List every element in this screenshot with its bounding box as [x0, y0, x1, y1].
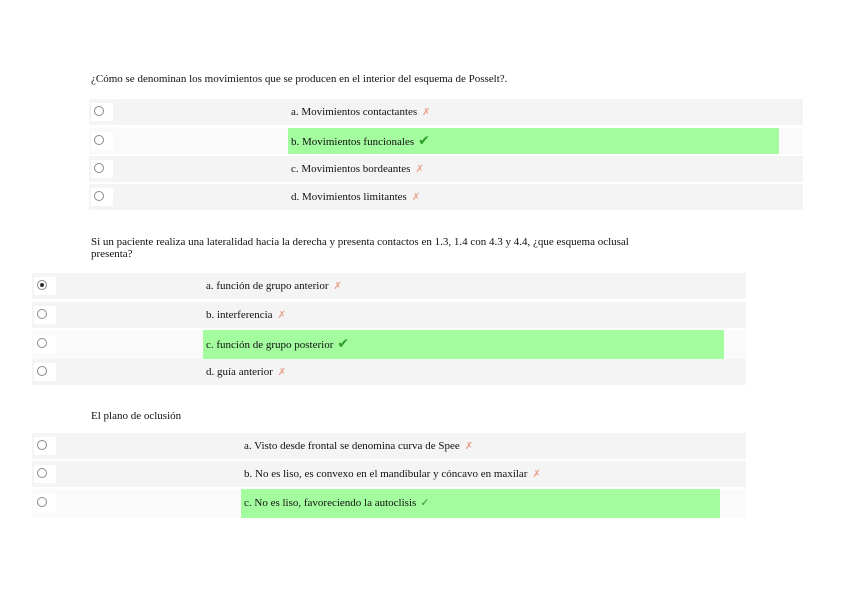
incorrect-icon: ✗	[333, 281, 342, 292]
q1-option-d[interactable]	[89, 184, 803, 210]
incorrect-icon: ✗	[277, 367, 287, 378]
q1-option-a-label: a. Movimientos contactantes	[291, 106, 418, 118]
q1-option-b-label: b. Movimientos funcionales	[291, 136, 415, 148]
q2-option-c[interactable]	[32, 330, 746, 359]
question-1-text: ¿Cómo se denominan los movimientos que se producen en el interior del esquema de Posselt?.	[91, 73, 508, 85]
q1-radio-b[interactable]	[94, 135, 104, 145]
q1-option-c[interactable]	[89, 156, 803, 182]
q1-radio-c[interactable]	[94, 163, 104, 173]
correct-check-icon: ✓	[420, 496, 430, 509]
q3-option-b-label: b. No es liso, es convexo en el mandibular y cóncavo en maxilar	[244, 468, 528, 480]
incorrect-icon: ✗	[411, 192, 421, 203]
q1-radio-d[interactable]	[94, 191, 104, 201]
q2-radio-c[interactable]	[37, 338, 47, 348]
q2-radio-b[interactable]	[37, 309, 47, 319]
q3-option-c[interactable]	[32, 489, 746, 518]
q3-option-c-label: c. No es liso, favoreciendo la autoclisis	[244, 497, 417, 509]
q3-radio-a[interactable]	[37, 440, 47, 450]
q1-option-a[interactable]	[89, 99, 803, 125]
correct-check-icon: ✔	[337, 336, 350, 352]
q2-radio-a-selected[interactable]	[37, 280, 47, 290]
question-2-text: Si un paciente realiza una lateralidad hacia la derecha y presenta contactos en 1.3, 1.4 con 4.3 y 4.4, ¿que esquema oclusal presenta?	[91, 236, 629, 260]
q2-radio-d[interactable]	[37, 366, 47, 376]
q2-option-b-label: b. interferencia	[206, 309, 273, 321]
q3-option-b[interactable]	[32, 461, 746, 487]
q1-option-d-label: d. Movimientos limitantes	[291, 191, 407, 203]
q2-option-a[interactable]	[32, 273, 746, 299]
q1-option-b[interactable]	[89, 128, 803, 154]
question-3-text: El plano de oclusión	[91, 410, 182, 422]
q3-radio-b[interactable]	[37, 468, 47, 478]
q3-option-a[interactable]	[32, 433, 746, 459]
incorrect-icon: ✗	[464, 441, 474, 452]
incorrect-icon: ✗	[277, 310, 286, 321]
q1-option-c-label: c. Movimientos bordeantes	[291, 163, 411, 175]
q2-option-c-label: c. función de grupo posterior	[206, 339, 334, 351]
q3-option-a-label: a. Visto desde frontal se denomina curva de Spee	[244, 440, 460, 452]
q1-radio-a[interactable]	[94, 106, 104, 116]
incorrect-icon: ✗	[415, 164, 424, 175]
q2-option-b[interactable]	[32, 302, 746, 328]
q2-option-d[interactable]	[32, 359, 746, 385]
q3-radio-c[interactable]	[37, 497, 47, 507]
incorrect-icon: ✗	[532, 469, 541, 480]
correct-check-icon: ✔	[418, 133, 430, 149]
q2-option-a-label: a. función de grupo anterior	[206, 280, 329, 292]
q2-option-d-label: d. guía anterior	[206, 366, 273, 378]
incorrect-icon: ✗	[422, 107, 431, 118]
